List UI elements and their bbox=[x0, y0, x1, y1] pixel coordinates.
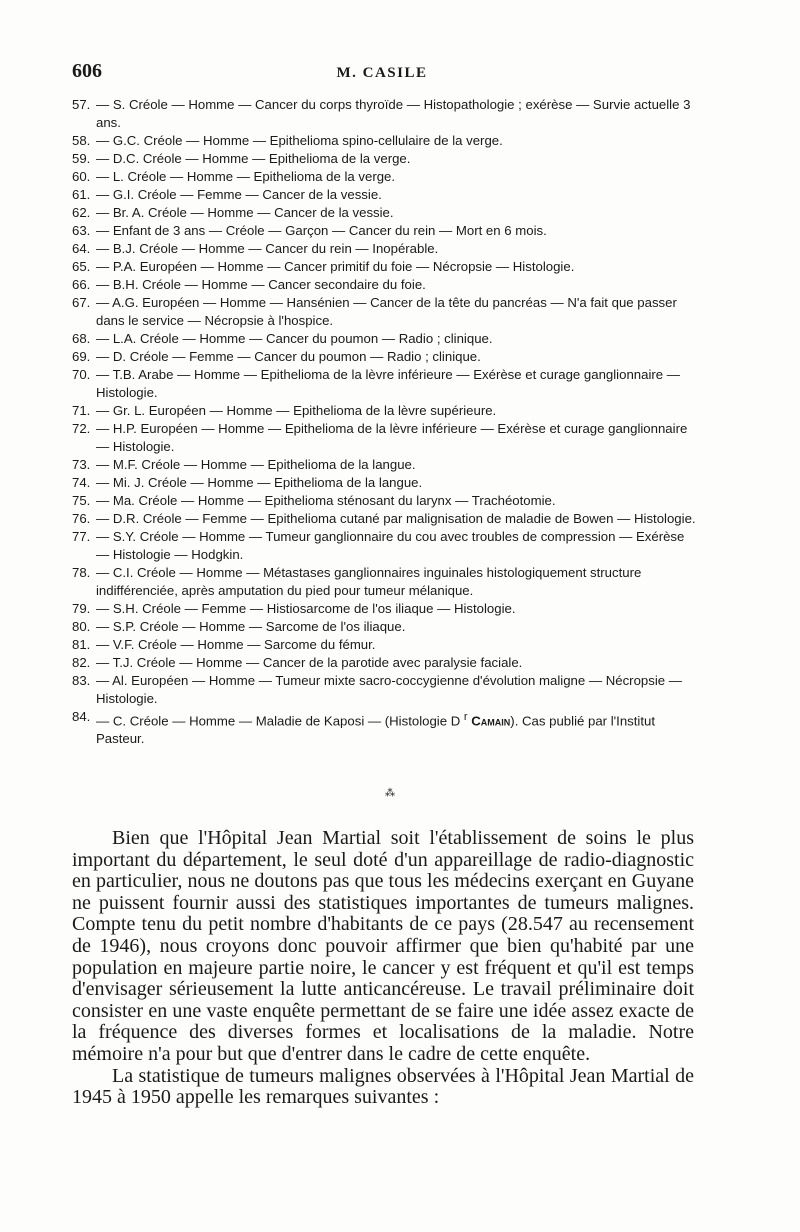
case-text bbox=[96, 708, 696, 748]
case-entry bbox=[72, 636, 696, 654]
case-entry bbox=[72, 150, 696, 168]
case-text: — S.Y. Créole — Homme — Tumeur ganglionnaire du cou avec troubles de compression — Exérèse — Histologie — Hodgkin. bbox=[96, 529, 685, 562]
case-number: 72. bbox=[72, 421, 91, 436]
case-number: 67. bbox=[72, 295, 91, 310]
case-number: 63. bbox=[72, 223, 91, 238]
case-entry bbox=[72, 528, 696, 564]
case-entry bbox=[72, 474, 696, 492]
case-text: — P.A. Européen — Homme — Cancer primitif du foie — Nécropsie — Histologie. bbox=[96, 259, 575, 274]
case-number: 68. bbox=[72, 331, 91, 346]
case-entry bbox=[72, 96, 696, 132]
case-text: — C.I. Créole — Homme — Métastases ganglionnaires inguinales histologiquement structure indifférenciée, après amputation du pied pour tumeur mélanique. bbox=[96, 565, 642, 598]
case-entry bbox=[72, 168, 696, 186]
case-text: — M.F. Créole — Homme — Epithelioma de la langue. bbox=[96, 457, 416, 472]
case-number: 60. bbox=[72, 169, 91, 184]
case-text: — Mi. J. Créole — Homme — Epithelioma de la langue. bbox=[96, 475, 423, 490]
case-text: — B.H. Créole — Homme — Cancer secondaire du foie. bbox=[96, 277, 426, 292]
case-text: — Enfant de 3 ans — Créole — Garçon — Cancer du rein — Mort en 6 mois. bbox=[96, 223, 547, 238]
case-number: 79. bbox=[72, 601, 91, 616]
case-number: 66. bbox=[72, 277, 91, 292]
case-number: 78. bbox=[72, 565, 91, 580]
case-text: — S. Créole — Homme — Cancer du corps thyroïde — Histopathologie ; exérèse — Survie actuelle 3 ans. bbox=[96, 97, 691, 130]
case-text: — T.B. Arabe — Homme — Epithelioma de la lèvre inférieure — Exérèse et curage ganglionnaire — Histologie. bbox=[96, 367, 680, 400]
case-number: 59. bbox=[72, 151, 91, 166]
asterism-separator: ⁂ bbox=[385, 788, 395, 799]
case-text: — L. Créole — Homme — Epithelioma de la verge. bbox=[96, 169, 396, 184]
case-entry bbox=[72, 618, 696, 636]
superscript: r bbox=[463, 711, 468, 723]
case-entry bbox=[72, 654, 696, 672]
case-number: 57. bbox=[72, 97, 91, 112]
case-text: — D.C. Créole — Homme — Epithelioma de la verge. bbox=[96, 151, 411, 166]
case-text: — B.J. Créole — Homme — Cancer du rein — Inopérable. bbox=[96, 241, 439, 256]
case-entry bbox=[72, 564, 696, 600]
case-number: 58. bbox=[72, 133, 91, 148]
page-header bbox=[72, 60, 692, 90]
case-entry bbox=[72, 348, 696, 366]
case-number: 76. bbox=[72, 511, 91, 526]
case-text: — Ma. Créole — Homme — Epithelioma sténosant du larynx — Trachéotomie. bbox=[96, 493, 556, 508]
case-number: 62. bbox=[72, 205, 91, 220]
case-text: — G.I. Créole — Femme — Cancer de la vessie. bbox=[96, 187, 382, 202]
case-number: 75. bbox=[72, 493, 91, 508]
case-number: 82. bbox=[72, 655, 91, 670]
case-entry bbox=[72, 600, 696, 618]
case-text: — D.R. Créole — Femme — Epithelioma cutané par malignisation de maladie de Bowen — Histologie. bbox=[96, 511, 696, 526]
case-entry bbox=[72, 204, 696, 222]
case-number: 65. bbox=[72, 259, 91, 274]
case-number: 73. bbox=[72, 457, 91, 472]
case-entry bbox=[72, 276, 696, 294]
case-number: 80. bbox=[72, 619, 91, 634]
case-text: — Gr. L. Européen — Homme — Epithelioma de la lèvre supérieure. bbox=[96, 403, 497, 418]
case-text: — S.H. Créole — Femme — Histiosarcome de l'os iliaque — Histologie. bbox=[96, 601, 516, 616]
case-entry bbox=[72, 294, 696, 330]
case-number: 69. bbox=[72, 349, 91, 364]
case-entry bbox=[72, 132, 696, 150]
case-number: 71. bbox=[72, 403, 91, 418]
case-list bbox=[72, 96, 696, 748]
case-number: 74. bbox=[72, 475, 91, 490]
case-text: — Br. A. Créole — Homme — Cancer de la vessie. bbox=[96, 205, 394, 220]
case-text: — A.G. Européen — Homme — Hansénien — Cancer de la tête du pancréas — N'a fait que passer dans le service — Nécropsie à l'hospice. bbox=[96, 295, 677, 328]
case-number: 77. bbox=[72, 529, 91, 544]
case-entry bbox=[72, 366, 696, 402]
case-entry bbox=[72, 240, 696, 258]
case-text: — V.F. Créole — Homme — Sarcome du fémur. bbox=[96, 637, 376, 652]
case-number: 64. bbox=[72, 241, 91, 256]
case-entry bbox=[72, 708, 696, 748]
body-text bbox=[72, 828, 694, 1109]
case-entry bbox=[72, 456, 696, 474]
case-text: — T.J. Créole — Homme — Cancer de la parotide avec paralysie faciale. bbox=[96, 655, 523, 670]
body-paragraph: Bien que l'Hôpital Jean Martial soit l'établissement de soins le plus important du département, le seul doté d'un appareillage de radio-diagnostic en particulier, nous ne doutons pas que tous les médecins exerçant en Guyane ne puissent fournir aussi des statistiques importantes de tumeurs malignes. Compte tenu du petit nombre d'habitants de ce pays (28.547 au recensement de 1946), nous croyons donc pouvoir affirmer que bien qu'habité par une population en majeure partie noire, le cancer y est fréquent et qu'il est temps d'envisager sérieusement la lutte anticancéreuse. Le travail préliminaire doit consister en une vaste enquête permettant de se faire une idée assez exacte de la fréquence des diverses formes et localisations de la maladie. Notre mémoire n'a pour but que d'entrer dans le cadre de cette enquête. bbox=[72, 827, 694, 1065]
case-text: — S.P. Créole — Homme — Sarcome de l'os iliaque. bbox=[96, 619, 406, 634]
case-entry bbox=[72, 222, 696, 240]
page-number: 606 bbox=[72, 60, 102, 82]
case-text: — G.C. Créole — Homme — Epithelioma spino-cellulaire de la verge. bbox=[96, 133, 503, 148]
case-entry bbox=[72, 420, 696, 456]
case-number: 83. bbox=[72, 673, 91, 688]
case-text-part: ). Cas publié par l'Institut Pasteur. bbox=[96, 713, 656, 747]
body-paragraph: La statistique de tumeurs malignes observées à l'Hôpital Jean Martial de 1945 à 1950 appelle les remarques suivantes : bbox=[72, 1064, 694, 1109]
case-entry bbox=[72, 330, 696, 348]
case-entry bbox=[72, 258, 696, 276]
case-number: 81. bbox=[72, 637, 91, 652]
running-head: M. CASILE bbox=[336, 65, 428, 81]
author-name: Camain bbox=[471, 713, 511, 729]
case-text: — H.P. Européen — Homme — Epithelioma de la lèvre inférieure — Exérèse et curage ganglionnaire — Histologie. bbox=[96, 421, 688, 454]
case-text: — L.A. Créole — Homme — Cancer du poumon — Radio ; clinique. bbox=[96, 331, 493, 346]
case-text: — D. Créole — Femme — Cancer du poumon — Radio ; clinique. bbox=[96, 349, 481, 364]
case-number: 84. bbox=[72, 709, 91, 724]
case-text-part: — C. Créole — Homme — Maladie de Kaposi — (Histologie D bbox=[96, 713, 461, 729]
case-entry bbox=[72, 186, 696, 204]
case-entry bbox=[72, 492, 696, 510]
case-text: — Al. Européen — Homme — Tumeur mixte sacro-coccygienne d'évolution maligne — Nécropsie — Histologie. bbox=[96, 673, 682, 706]
case-entry bbox=[72, 510, 696, 528]
case-entry bbox=[72, 672, 696, 708]
case-entry bbox=[72, 402, 696, 420]
case-number: 70. bbox=[72, 367, 91, 382]
case-number: 61. bbox=[72, 187, 91, 202]
